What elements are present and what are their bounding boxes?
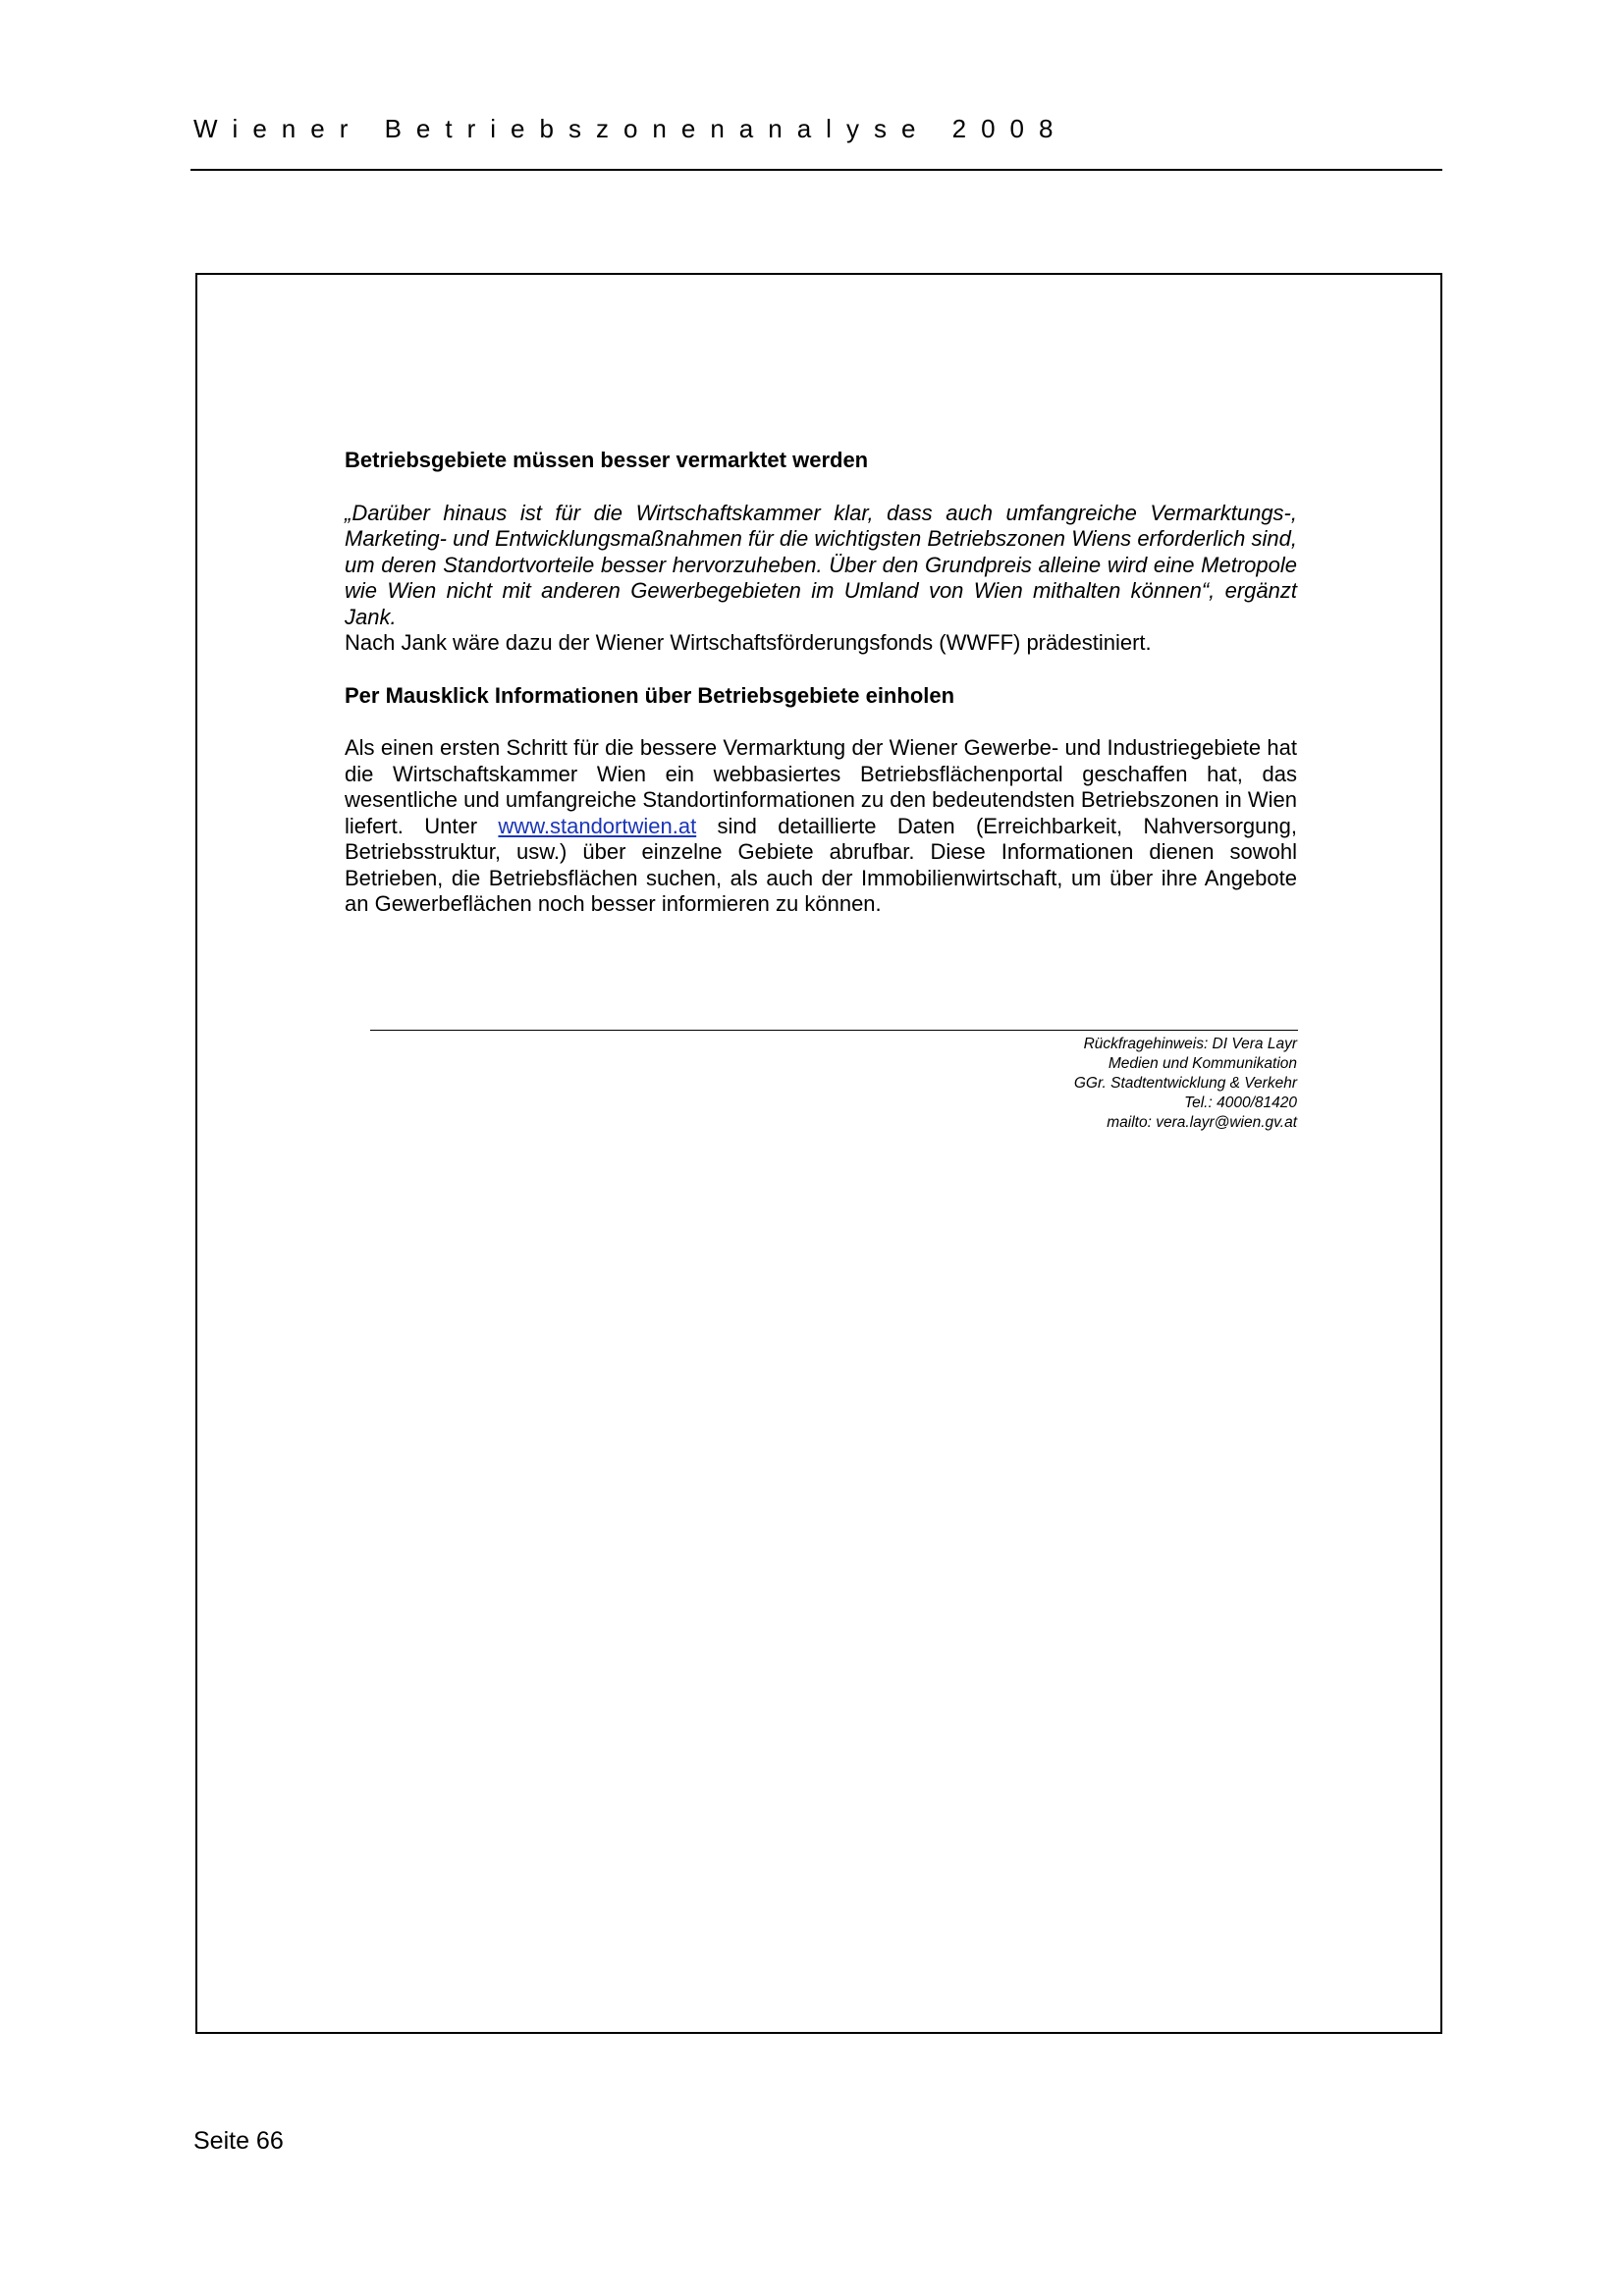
article-paragraph-wwff: Nach Jank wäre dazu der Wiener Wirtschaftsförderungsfonds (WWFF) prädestiniert. xyxy=(345,630,1152,655)
article-body xyxy=(345,448,1297,918)
article-heading-mausklick: Per Mausklick Informationen über Betriebsgebiete einholen xyxy=(345,682,955,708)
portal-text-after-link: sind detaillierte Daten (Erreichbarkeit, Nahversorgung, Betriebsstruktur, usw.) über einzelne Gebiete abrufbar. Diese Informationen dienen sowohl Betrieben, die Betriebsflächen suchen, als auch der Immobilienwirtschaft, um über ihre Angebote an Gewerbeflächen noch besser informieren zu können. xyxy=(345,813,1297,916)
contact-line-name: Rückfragehinweis: DI Vera Layr xyxy=(1083,1036,1297,1052)
contact-line-phone: Tel.: 4000/81420 xyxy=(1184,1095,1297,1111)
article-quote: „Darüber hinaus ist für die Wirtschaftskammer klar, dass auch umfangreiche Vermarktungs-, Marketing- und Entwicklungsmaßnahmen für die wichtigsten Betriebszonen Wiens erforderlich sind, um deren Standortvorteile besser hervorzuheben. Über den Grundpreis alleine wird eine Metropole wie Wien nicht mit anderen Gewerbegebieten im Umland von Wien mithalten können“, ergänzt Jank. xyxy=(345,500,1297,629)
standortwien-link[interactable]: www.standortwien.at xyxy=(498,813,697,838)
header-divider xyxy=(190,169,1442,171)
contact-line-email[interactable]: mailto: vera.layr@wien.gv.at xyxy=(1107,1114,1297,1131)
contact-block xyxy=(806,1035,1297,1133)
article-heading-marketing: Betriebsgebiete müssen besser vermarktet werden xyxy=(345,448,869,472)
running-header-title: Wiener Betriebszonenanalyse 2008 xyxy=(193,114,1068,143)
contact-divider xyxy=(370,1030,1298,1031)
portal-text-before-link: Als einen ersten Schritt für die bessere Vermarktung der Wiener Gewerbe- und Industriegebiete hat die Wirtschaftskammer Wien ein webbasiertes Betriebsflächenportal geschaffen hat, das wesentliche und umfangreiche Standortinformationen zu den bedeutendsten Betriebszonen in Wien liefert. Unter xyxy=(345,735,1297,838)
page-number: Seite 66 xyxy=(193,2127,284,2155)
contact-line-department: Medien und Kommunikation xyxy=(1108,1055,1297,1072)
article-paragraph-portal xyxy=(345,735,1297,918)
contact-line-group: GGr. Stadtentwicklung & Verkehr xyxy=(1073,1075,1297,1092)
